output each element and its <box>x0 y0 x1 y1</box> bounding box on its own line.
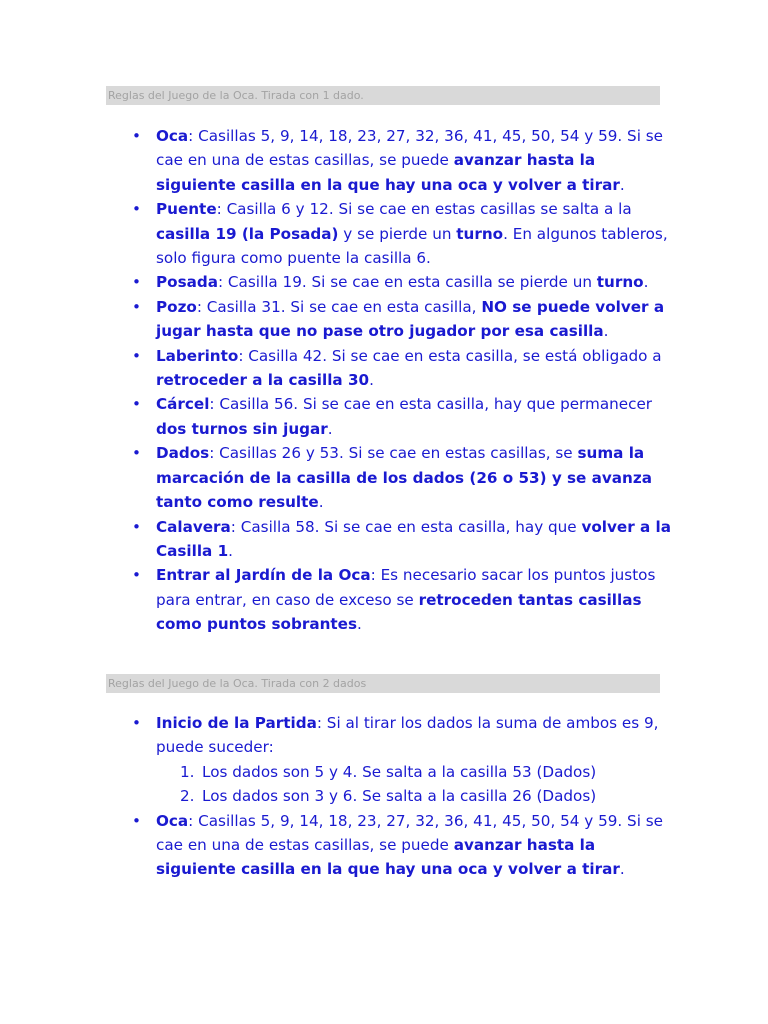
rule-text: . <box>619 860 625 879</box>
rule-text: : Si al tirar los dados la suma de ambos es 9, puede suceder: <box>156 714 659 757</box>
rule-text: : Casilla 56. Si se cae en esta casilla, hay que permanecer <box>209 395 653 414</box>
rules-list-1-dado <box>156 124 676 637</box>
term-calavera: Calavera <box>156 517 231 536</box>
list-item-posada <box>156 270 676 294</box>
term-dados: Dados <box>156 444 210 463</box>
term-inicio-partida: Inicio de la Partida <box>156 714 317 732</box>
rule-text: y se pierde un <box>338 224 457 243</box>
term-jardin: Entrar al Jardín de la Oca <box>156 566 371 585</box>
sub-list-item <box>180 784 676 808</box>
highlight-text: volver a la Casilla 1 <box>156 517 671 560</box>
list-item-inicio-partida <box>156 711 676 809</box>
highlight-text: suma la marcación de la casilla de los dados (26 o 53) y se avanza tanto como resulte <box>156 444 652 512</box>
rule-text: : Casillas 5, 9, 14, 18, 23, 27, 32, 36, 41, 45, 50, 54 y 59. Si se cae en una de estas casillas, se puede <box>156 811 664 855</box>
rule-text: : Casillas 26 y 53. Si se cae en estas casillas, se <box>209 444 578 463</box>
rule-text: . <box>327 419 333 438</box>
rule-text: : Es necesario sacar los puntos justos para entrar, en caso de exceso se <box>156 566 656 609</box>
list-item-oca-2 <box>156 809 676 882</box>
rule-text: . <box>619 175 625 194</box>
rule-text: : Casillas 5, 9, 14, 18, 23, 27, 32, 36, 41, 45, 50, 54 y 59. Si se cae en una de estas casillas, se puede <box>156 127 664 170</box>
list-item-calavera <box>156 515 676 564</box>
section-header-1-dado: Reglas del Juego de la Oca. Tirada con 1 dado. <box>106 86 660 105</box>
sub-item-text: Los dados son 5 y 4. Se salta a la casilla 53 (Dados) <box>202 762 597 781</box>
highlight-text: turno <box>456 224 504 243</box>
term-oca: Oca <box>156 811 189 830</box>
term-puente: Puente <box>156 200 217 219</box>
section-header-2-dados: Reglas del Juego de la Oca. Tirada con 2 dados <box>106 674 660 693</box>
rule-text: . <box>603 322 609 341</box>
term-laberinto: Laberinto <box>156 346 239 365</box>
list-item-oca <box>156 124 676 197</box>
rule-text: : Casilla 6 y 12. Si se cae en estas casillas se salta a la <box>216 200 632 219</box>
list-item-jardin <box>156 563 676 636</box>
sub-item-number: 2. <box>180 787 195 806</box>
highlight-text: casilla 19 (la Posada) <box>156 224 339 243</box>
list-item-laberinto <box>156 344 676 393</box>
term-oca: Oca <box>156 127 189 145</box>
sub-item-number: 1. <box>180 762 195 781</box>
list-item-pozo <box>156 295 676 344</box>
term-pozo: Pozo <box>156 297 197 316</box>
rule-text: . <box>228 541 233 560</box>
highlight-text: retroceden tantas casillas como puntos sobrantes <box>156 590 642 634</box>
rule-text: . <box>369 371 374 390</box>
sub-list-item <box>180 760 676 784</box>
rules-list-2-dados <box>156 711 676 882</box>
list-item-dados <box>156 441 676 514</box>
rule-text: . <box>357 615 362 634</box>
term-carcel: Cárcel <box>156 395 210 414</box>
rule-text: : Casilla 42. Si se cae en esta casilla, se está obligado a <box>238 346 662 365</box>
term-posada: Posada <box>156 273 218 292</box>
rule-text: : Casilla 31. Si se cae en esta casilla, <box>196 297 482 316</box>
rule-text: : Casilla 19. Si se cae en esta casilla se pierde un <box>217 273 597 292</box>
rule-text: : Casilla 58. Si se cae en esta casilla, hay que <box>230 517 582 536</box>
rule-text: . <box>318 493 324 512</box>
list-item-puente <box>156 197 676 270</box>
highlight-text: avanzar hasta la siguiente casilla en la que hay una oca y volver a tirar <box>156 836 620 879</box>
rule-text: . En algunos tableros, solo figura como puente la casilla 6. <box>156 224 668 268</box>
highlight-text: avanzar hasta la siguiente casilla en la que hay una oca y volver a tirar <box>156 151 620 194</box>
highlight-text: turno <box>596 273 644 292</box>
highlight-text: retroceder a la casilla 30 <box>156 371 370 390</box>
highlight-text: NO se puede volver a jugar hasta que no pase otro jugador por esa casilla <box>156 297 665 341</box>
highlight-text: dos turnos sin jugar <box>156 419 328 438</box>
sub-item-text: Los dados son 3 y 6. Se salta a la casilla 26 (Dados) <box>202 787 597 806</box>
list-item-carcel <box>156 392 676 441</box>
sub-list <box>156 760 676 809</box>
rule-text: . <box>643 273 649 292</box>
